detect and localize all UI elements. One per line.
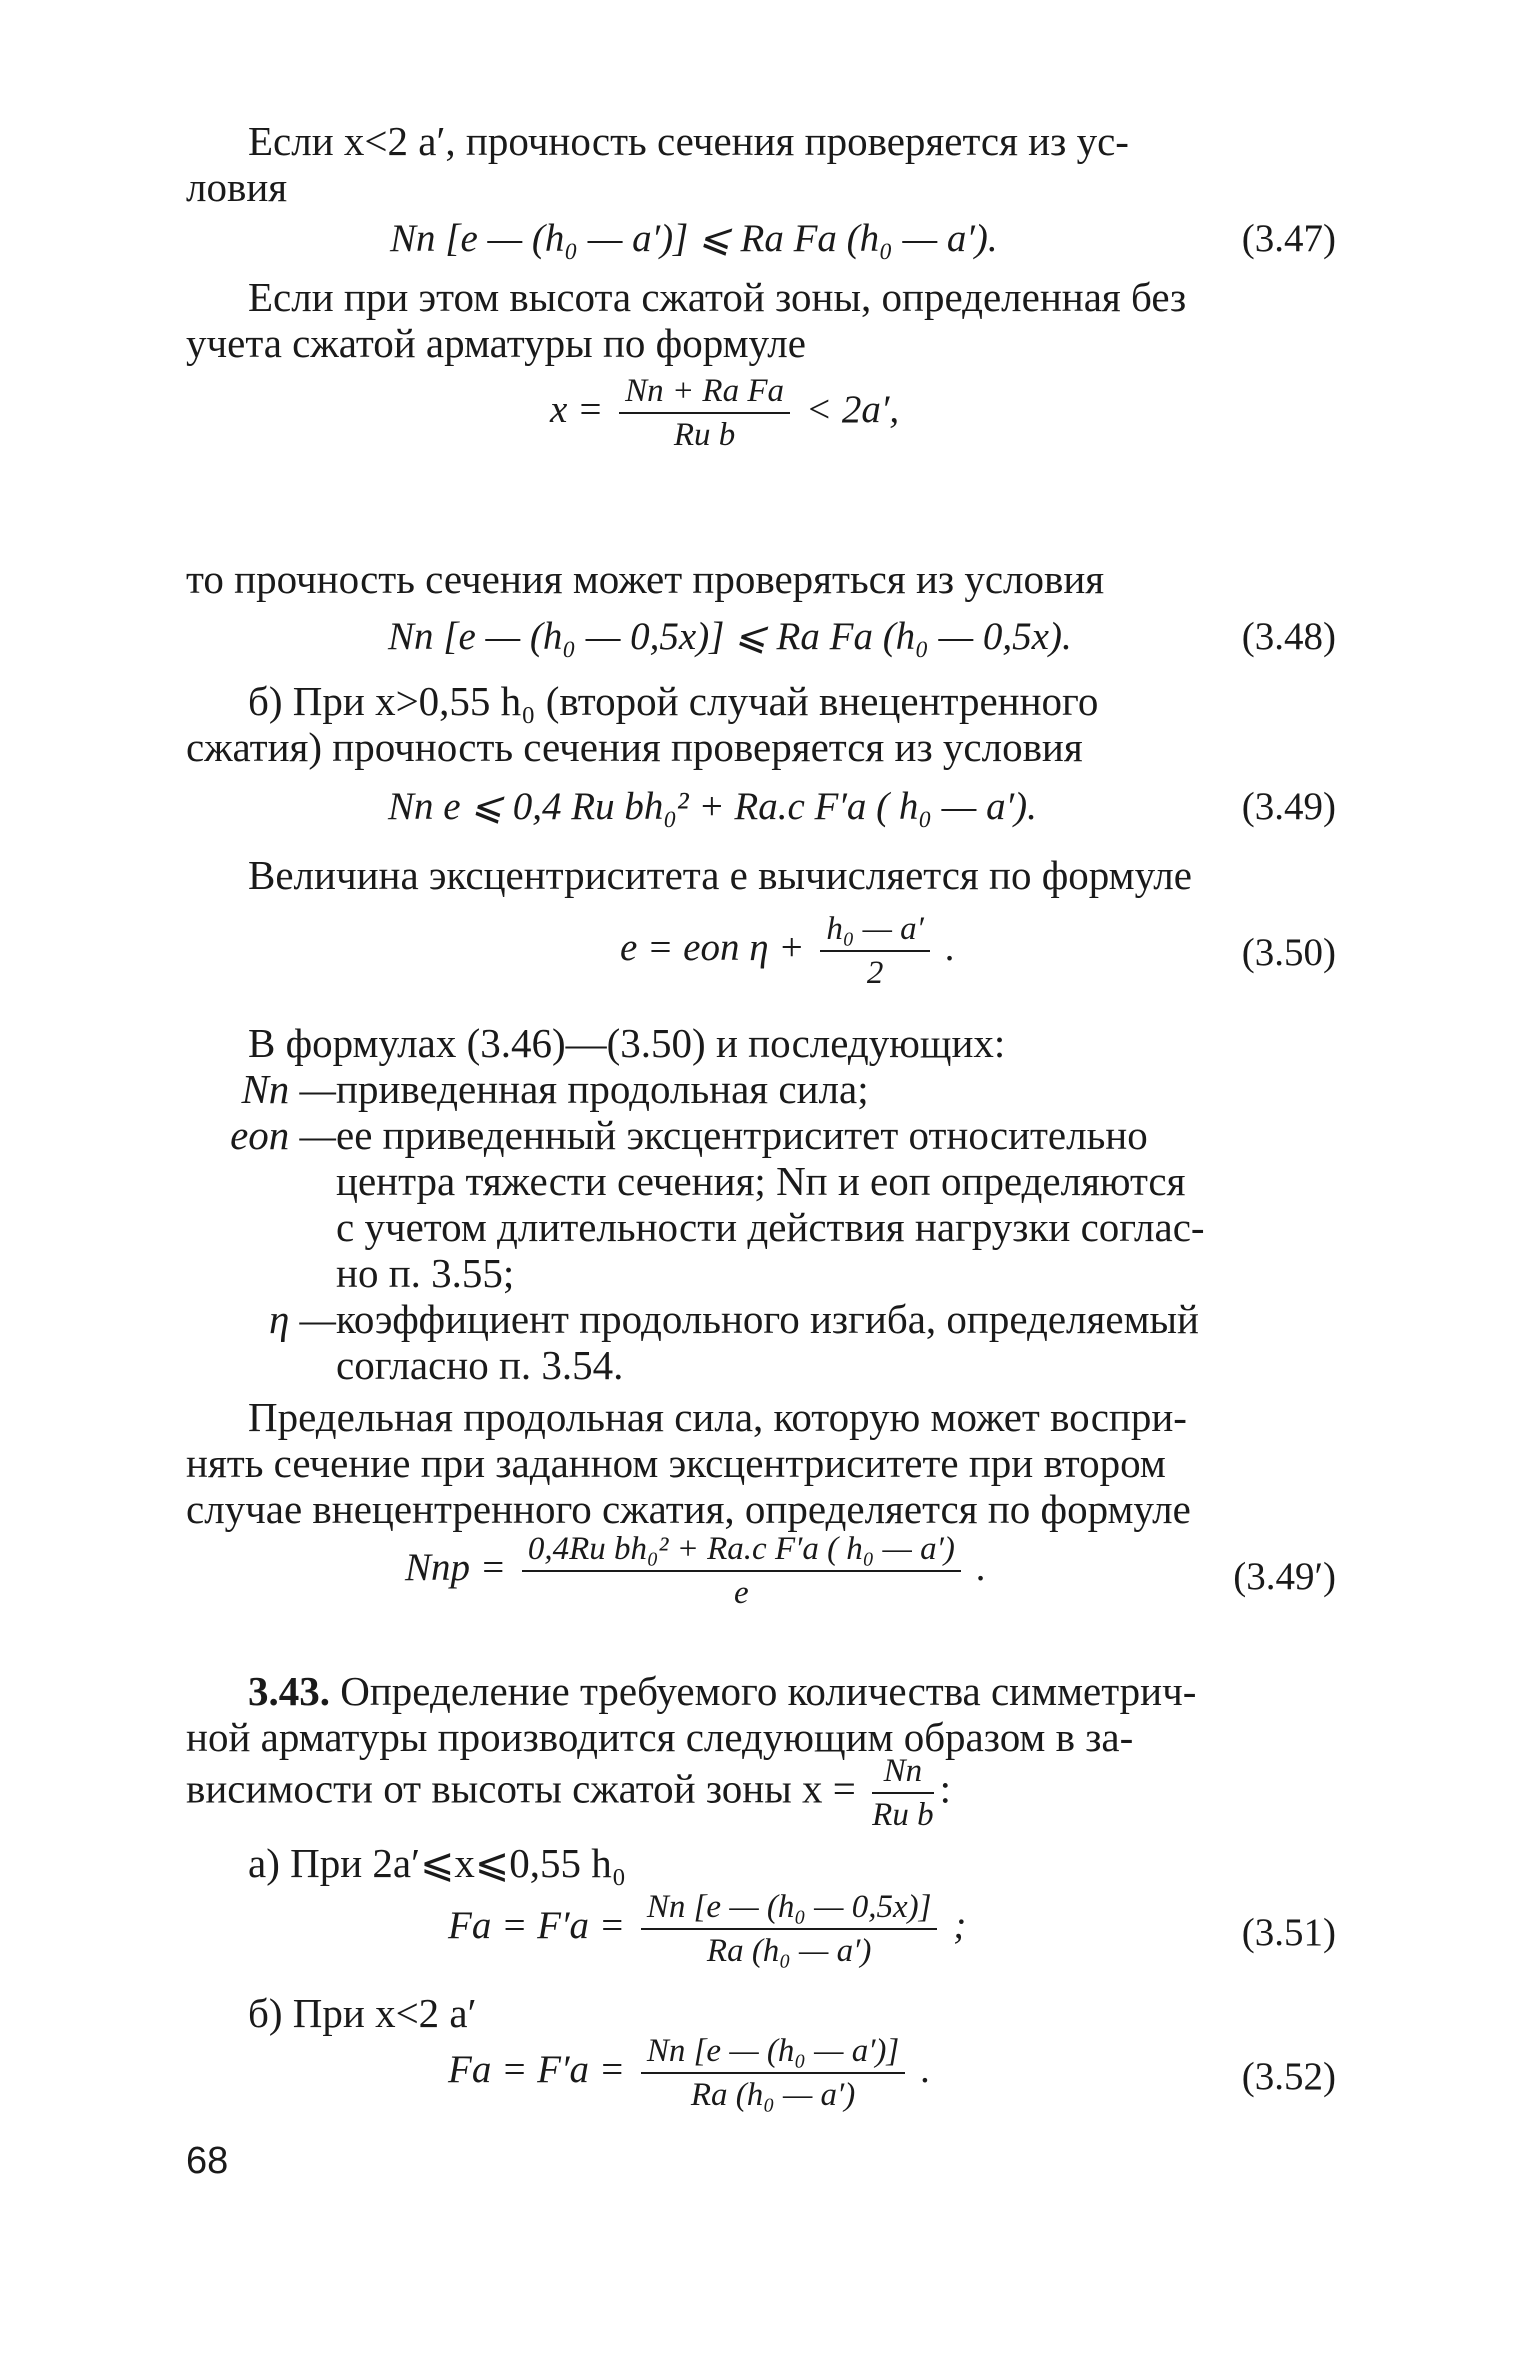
case-b: б) При x<2 a′ (248, 1990, 477, 2036)
para1-line2: ловия (186, 164, 288, 210)
equation-x: x = $\frac{\text{Nп + Rа Fа}}{\text{Rи b}}$ < 2a′, (550, 373, 900, 453)
para7-line2: нять сечение при заданном эксцентриситете при втором (186, 1440, 1166, 1486)
equation-3-48: Nп [e — (h₀ — 0,5x)] ⩽ Rа Fа (h₀ — 0,5x). (388, 615, 1072, 658)
definition-term: η — (268, 1296, 336, 1342)
para3-line1: то прочность сечения может проверяться из условия (186, 556, 1105, 602)
definition-eop: eоп — ее приведенный эксцентриситет относительно центра тяжести сечения; Nп и eоп определяются с учетом длительности действия нагрузки соглас- но п. 3.55; (186, 1112, 1336, 1296)
para6-line1: В формулах (3.46)—(3.50) и последующих: (248, 1020, 1006, 1066)
equation-number-3-47: (3.47) (1241, 217, 1336, 260)
para4-line2: сжатия) прочность сечения проверяется из условия (186, 724, 1083, 770)
equation-number-3-49-prime: (3.49′) (1233, 1555, 1336, 1598)
equation-number-3-49: (3.49) (1241, 785, 1336, 828)
equation-number-3-50: (3.50) (1241, 931, 1336, 974)
para7-line1: Предельная продольная сила, которую может воспри- (248, 1394, 1187, 1440)
para5-line1: Величина эксцентриситета e вычисляется по формуле (248, 852, 1192, 898)
equation-number-3-52: (3.52) (1241, 2055, 1336, 2098)
section-3-43-line1: 3.43. Определение требуемого количества симметрич- (248, 1668, 1197, 1714)
para1-line1: Если x<2 a′, прочность сечения проверяется из ус- (248, 118, 1129, 164)
section-3-43-line3: висимости от высоты сжатой зоны x = $\frac{Nп}{\text{Rи b}}$ : (186, 1753, 951, 1833)
equation-3-49-prime: Nпр = $\frac{\text{0,4Rи bh₀² + Rа.с F′а ( h₀ — a′)}}{e}$ . (405, 1531, 987, 1611)
para2-line1: Если при этом высота сжатой зоны, определенная без (248, 274, 1187, 320)
para2-line2: учета сжатой арматуры по формуле (186, 320, 806, 366)
equation-number-3-51: (3.51) (1241, 1911, 1336, 1954)
equation-3-50: e = eоп η + $\frac{\text{h₀ — a′}}{2}$ . (620, 911, 956, 991)
equation-3-52: Fа = F′а = $\frac{\text{Nп [e — (h₀ — a′)]}}{\text{Rа (h₀ — a′)}}$ . (448, 2033, 931, 2113)
definition-term: eоп — (230, 1112, 336, 1158)
section-3-43-line2: ной арматуры производится следующим образом в за- (186, 1714, 1134, 1760)
section-label: 3.43. (248, 1668, 330, 1714)
definition-eta: η — коэффициент продольного изгиба, определяемый согласно п. 3.54. (186, 1296, 1336, 1388)
equation-3-47: Nп [e — (h₀ — a′)] ⩽ Rа Fа (h₀ — a′). (390, 217, 998, 260)
equation-number-3-48: (3.48) (1241, 615, 1336, 658)
case-a: а) При 2a′⩽x⩽0,55 h₀ (248, 1840, 627, 1886)
para4-line1: б) При x>0,55 h₀ (второй случай внецентренного (248, 678, 1099, 724)
equation-3-49: Nп e ⩽ 0,4 Rи bh₀² + Rа.с F′а ( h₀ — a′). (388, 785, 1037, 828)
page-number: 68 (186, 2140, 229, 2182)
para7-line3: случае внецентренного сжатия, определяется по формуле (186, 1486, 1191, 1532)
equation-3-51: Fа = F′а = $\frac{\text{Nп [e — (h₀ — 0,5x)]}}{\text{Rа (h₀ — a′)}}$ ; (448, 1889, 967, 1969)
definition-term: Nп — (241, 1066, 336, 1112)
definition-np: Nп — приведенная продольная сила; (186, 1066, 1336, 1112)
